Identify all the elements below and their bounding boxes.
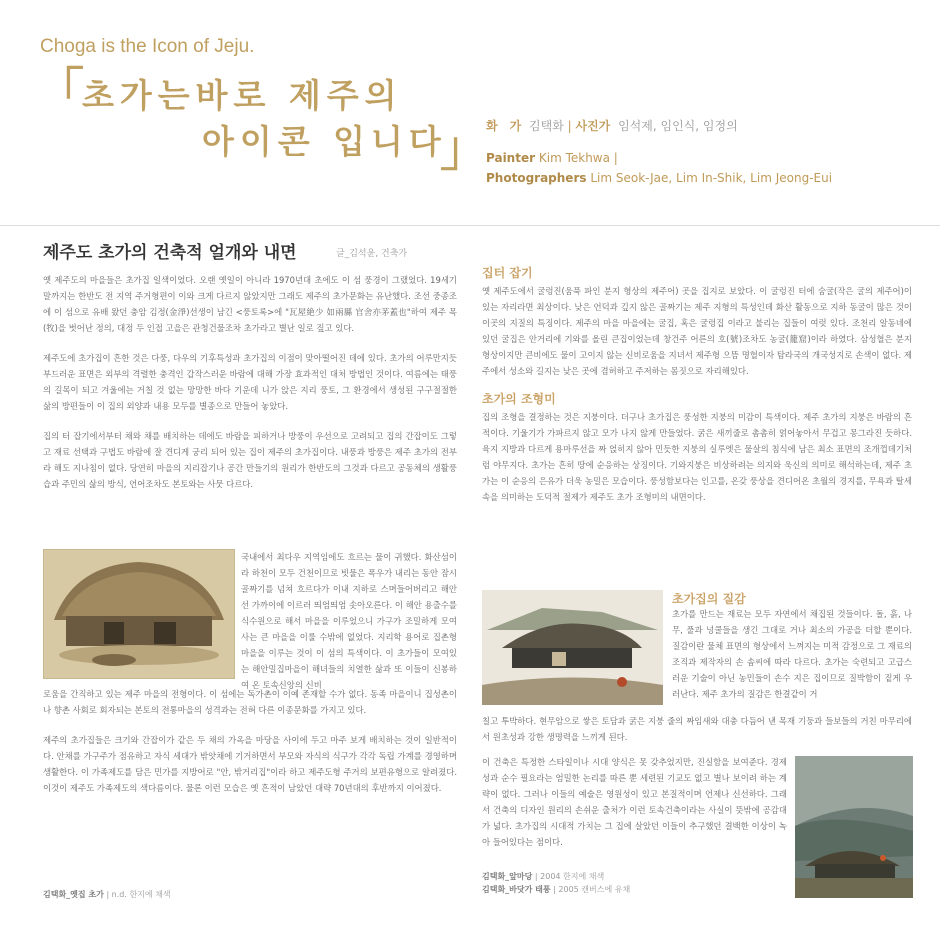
painting-front-yard [482,590,663,705]
left-caption-meta: | n.d. 한지에 채색 [106,890,171,899]
painter-name: 김택화 [529,119,564,133]
painting-seaside-typhoon [795,756,913,898]
open-bracket: 「 [36,63,85,119]
left-last-paragraph: 제주의 초가집들은 크기와 간잡이가 같은 두 채의 가옥을 마당을 사이에 두고 마주 보게 배치하는 것이 일반적이다. 안채를 가구주가 점유하고 자식 세대가 밖앗채에 기거하면서 부모와 자식의 식구가 각각 독립 가계를 경영하며 생활한다. 이 가족제도를 담은 민가를 지방어로 "안, 밖거리집"이라 하고 제주도형 주거의 보편유형으로 알려졌다. 이것이 제주도 가족제도의 색다름이다. 물론 이런 모습은 옛 흔적이 남았던 대략 70년대의 후반까지 이어졌다. [43,735,457,793]
article-byline: 글_김석윤, 건축가 [336,249,408,259]
left-column-lower [43,686,457,796]
right-caption-2-title: 김택화_바닷가 태풍 [482,885,551,894]
photographer-label: 사진가 [575,119,611,133]
divider [0,225,940,226]
close-bracket: 」 [440,121,489,177]
title-line-1: 초가는바로 제주의 [82,76,403,115]
right-caption-1-title: 김택화_앞마당 [482,872,533,881]
right-captions [482,870,630,896]
left-paragraph-3: 집의 터 잡기에서부터 채와 채를 배치하는 데에도 바람을 피하거나 방풍이 우선으로 고려되고 집의 간잡이도 그렇고 재료 선택과 구법도 바람에 잘 견디게 궁리 되어 있는 집이 제주의 초가집이다. 내풍과 방풍은 제주 초가의 전부라 해도 지나침이 없다. 당연히 마을의 지리잡기나 공간 만들기의 원리가 한반도의 그것과 다르고 공동체의 생활풍습과 주민의 삶의 방식, 언어조차도 본토와는 사뭇 다르다. [43,431,457,489]
credits-korean: 화 가 김택화 | 사진가 임석제, 임인식, 임정의 [486,119,738,133]
credits-block [486,116,832,188]
wrap-text-short [241,549,457,693]
en-photographer-names: Lim Seok-Jae, Lim In-Shik, Lim Jeong-Eui [590,171,833,185]
wrap-paragraph-end: 로움을 간직하고 있는 제주 마을의 전형이다. 이 섬에는 독가촌이 이예 존재할 수가 없다. 동족 마을이니 집성촌이나 향촌 사회로 회자되는 본토의 전통마을의 성격과는 전혀 다른 이종문화를 가지고 있다. [43,689,457,715]
left-caption-title: 김택화_옛집 초가 [43,890,104,899]
left-caption [43,889,171,900]
texture-text-full [482,713,912,745]
section-text-site: 옛 제주도에서 굴렁진(움푹 파인 분지 형상의 제주어) 곳을 집지로 보았다. 이 굴렁진 터에 숨굴(작은 굴의 제주어)이 있는 자리라면 최상이다. 낮은 언덕과 깊지 않은 골짜기는 제주 지형의 특성인데 화산 활동으로 지하 동굴이 많은 것이 이곳의 지질의 특징이다. 제주의 마을 마을에는 굴집, 혹은 굴렁집 이라고 불리는 집들이 여럿 있다. 조천리 알동네에 있던 굴집은 안거리에 기와를 올린 큰집이었는데 창건주 어른의 호(號)조차도 농굴(籠窟)이라 하였다. 삼성혈은 분지 형상이지만 큰비에도 물이 고이지 않는 신비로움을 지녀서 제주형 으뜸 명혈이자 탐라국의 개국성지로 손색이 없다. 제주에서 성소와 길지는 낮은 곳에 겸허하고 주저하는 몸짓으로 자리해있다. [482,286,912,376]
en-photographer-label: Photographers [486,171,587,185]
article-heading: 제주도 초가의 건축적 얼개와 내면 [43,243,297,263]
section-title-form: 초가의 조형미 [482,392,556,406]
section-text-texture-end: 칠고 투박하다. 현무암으로 쌓은 토담과 굵은 지붕 줄의 짜임새와 대충 다듬어 낸 목재 기둥과 들보들의 거친 마무리에서 원초성과 강한 생명력을 느끼게 된다. [482,716,912,742]
right-caption-2 [482,883,630,896]
right-caption-1 [482,870,630,883]
painting-old-choga [43,549,235,679]
credits-en-painter [486,148,832,168]
right-last-block [482,754,787,850]
painter-label: 화 가 [486,119,522,133]
section-title-site: 집터 잡기 [482,266,533,280]
section-title-texture: 초가집의 질감 [672,592,746,606]
photographer-names: 임석제, 임인식, 임정의 [618,119,738,133]
left-paragraph-1: 옛 제주도의 마을들은 초가집 일색이었다. 오랜 옛일이 아니라 1970년대 초에도 이 섬 풍경이 그랬었다. 19세기 말까지는 한반도 전 지역 주거형편이 이와 크게 다르지 않았지만 그래도 제주의 초가문화는 유난했다. 조선 중종조에 이 섬으로 유배 왔던 충암 김정(金淨)선생이 남긴 <풍토록>에 "瓦屋絶少 如兩縣 官舍亦茅蓋也"하여 제주 목(牧)을 벗어난 정의, 대정 두 인접 고을은 관청건물조차 초가라고 별난 일로 짚고 있다. [43,275,457,333]
left-column [43,272,457,492]
en-painter-label: Painter [486,151,536,165]
en-painter-name: Kim Tekhwa | [538,151,618,165]
wrap-paragraph-start: 국내에서 최다우 지역임에도 흐르는 물이 귀했다. 화산섬이라 하천이 모두 건천이므로 빗물은 폭우가 내리는 동안 잠시 골짜기를 넘쳐 흐르다가 이내 지하로 스며들어버리고 해안선 가까이에 이르러 띄엄띄엄 솟아오른다. 이 해안 용출수를 식수원으로 해서 마을을 이루었으니 가구가 조밀하게 모여 사는 큰 마을을 이룰 수밖에 없었다. 지리학 용어로 집촌형 마을을 이루는 것이 이 섬의 특색이다. 이 초가들이 모여있는 해안밀집마을이 해녀들의 치열한 삶과 또 이들이 신봉하여 온 토속신앙의 신비 [241,552,457,690]
left-paragraph-2: 제주도에 초가집이 흔한 것은 다풍, 다우의 기후특성과 초가집의 이점이 맞아떨어진 데에 있다. 초가의 어루만지듯 부드러운 표면은 외부의 격렬한 충격인 갑작스러운 바람에 대해 가장 효과적인 대처 방법인 것이다. 여름에는 태풍의 길목이 되고 겨울에는 거칠 것 없는 망망한 바다 기운데 니가 앉은 지리 풍토, 그 환경에서 생성된 구구절절한 삶의 방편들이 이 집의 외양과 내용 모두를 별종으로 만들어 놓았다. [43,353,457,411]
section-text-form: 집의 조형을 결정하는 것은 지붕이다. 더구나 초가집은 풍성한 지붕의 미감이 특색이다. 제주 초가의 지붕은 바람의 흔적이다. 기울기가 가파르지 않고 모가 나지 않게 만들었다. 굵은 새끼줄로 촘촘히 얽어놓아서 무겁고 몽그라진 듯하다. 육지 지방과 다르게 용마루선을 짜 얹히지 않아 민듯한 지붕의 실루엣은 물살의 침식에 남은 최소 표면의 조개껍데기처럼 야무지다. 초가는 흔히 땅에 순응하는 상징이다. 기와지붕은 비상하려는 의지와 욱신의 의미로 해석하는데, 제주 초가는 이 순응의 은유가 더욱 농밀은 모습이다. 풍성함보다는 인고를, 온갖 풍상을 견디어온 초월의 경지를, 무욕과 탈세속을 의미하는 도덕적 절제가 제주도 초가 조형미의 내면이다. [482,412,912,502]
right-caption-2-meta: | 2005 캔버스에 유채 [553,885,631,894]
right-column [482,264,912,505]
section-text-texture-start: 초가를 만드는 재료는 모두 자연에서 채집된 것들이다. 돌, 흙, 나무, 풀과 넝쿨들을 생긴 그대로 거나 최소의 가공을 더할 뿐이다. 질감이란 물체 표면의 형상에서 느껴지는 미적 감정으로 그 재료의 조직과 제작자의 손 솜씨에 따라 다르다. 초가는 숙련되고 고급스러운 기술이 아닌 농민들이 손수 지은 집이므로 질박함이 짙게 우러난다. 제주 초가의 질감은 한결같이 거 [672,609,912,699]
right-last-paragraph: 이 건축은 특정한 스타일이나 시대 양식은 못 갖추었지만, 진실함을 보여준다. 경제성과 순수 필요라는 엄밀한 논리를 따른 뿐 세련된 기교도 없고 별나 보이려 하는 계략이 없다. 그러나 이들의 예술은 영원성이 있고 본질적이며 언제나 신선하다. 그래서 건축의 디자인 원리의 손쉬운 출처가 이런 토속건축이라는 사실이 뜻밖에 공감대가 넓다. 초가집의 시대적 가치는 그 집에 살았던 이들이 추구했던 결백한 이상이 녹아 들어있다는 점이다. [482,757,787,847]
credits-en-photographers [486,168,832,188]
right-caption-1-meta: | 2004 한지에 채색 [534,872,605,881]
title-line-2: 아이콘 입니다 [202,122,447,161]
kicker-title: Choga is the Icon of Jeju. [40,36,255,57]
texture-text-short [672,606,912,702]
